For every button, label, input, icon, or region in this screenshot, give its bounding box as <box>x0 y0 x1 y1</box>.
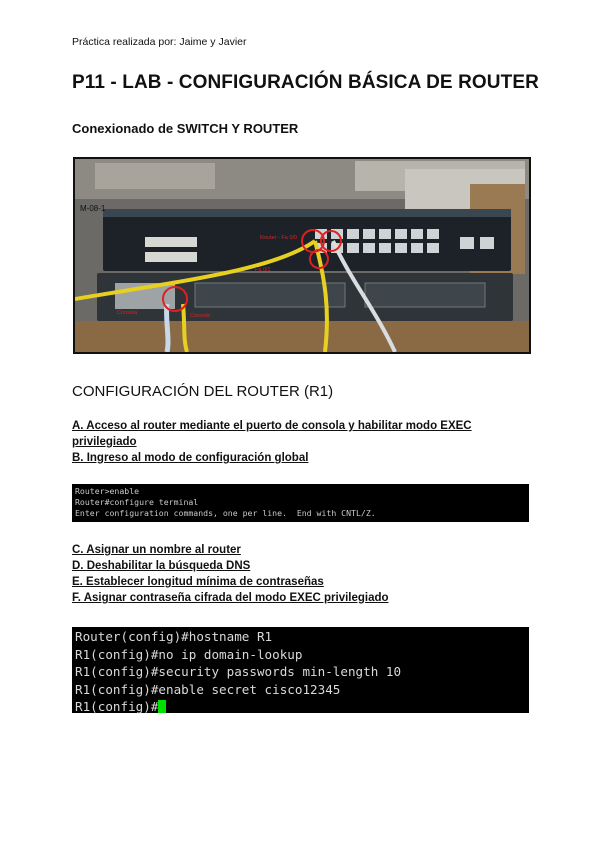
photo-label-m08: M-08-1 <box>80 204 106 213</box>
step-f: F. Asignar contraseña cifrada del modo EXEC privilegiado <box>72 592 389 604</box>
terminal-cursor <box>158 700 166 713</box>
subtitle: Conexionado de SWITCH Y ROUTER <box>72 121 299 136</box>
photo-illustration <box>75 159 529 352</box>
switch-router-photo <box>73 157 531 354</box>
header-note: Práctica realizada por: Jaime y Javier <box>72 36 247 48</box>
terminal-line: R1(config)#enable secret cisco12345 <box>75 681 341 697</box>
photo-label-consola: Consola <box>117 310 138 316</box>
step-a: A. Acceso al router mediante el puerto de consola y habilitar modo EXEC privilegiado <box>72 420 472 448</box>
steps-group-1 <box>72 418 512 466</box>
terminal-screenshot-1 <box>72 484 529 522</box>
section-title: CONFIGURACIÓN DEL ROUTER (R1) <box>72 383 334 400</box>
terminal-line: Router#configure terminal <box>75 497 199 507</box>
terminal-prompt-line <box>75 698 526 716</box>
photo-label-fa01: Fa 0/1 <box>255 267 271 273</box>
photo-label-router-fa00: Router - Fa 0/0 <box>260 235 297 241</box>
step-c: C. Asignar un nombre al router <box>72 544 241 556</box>
terminal-screenshot-2 <box>72 627 529 713</box>
step-d: D. Deshabilitar la búsqueda DNS <box>72 560 251 572</box>
terminal-line: R1(config)#no ip domain-lookup <box>75 646 303 662</box>
steps-group-2 <box>72 542 512 606</box>
step-e: E. Establecer longitud mínima de contraseñas <box>72 576 324 588</box>
photo-label-console: Console <box>190 313 211 319</box>
step-b: B. Ingreso al modo de configuración global <box>72 452 309 464</box>
page-title: P11 - LAB - CONFIGURACIÓN BÁSICA DE ROUTER <box>72 72 539 93</box>
terminal-prompt: R1(config)# <box>75 699 159 715</box>
terminal-line: Router>enable <box>75 486 140 496</box>
terminal-line: R1(config)#security passwords min-length 10 <box>75 664 402 680</box>
terminal-line: Enter configuration commands, one per line. End with CNTL/Z. <box>75 508 376 518</box>
terminal-line: Router(config)#hostname R1 <box>75 629 273 644</box>
